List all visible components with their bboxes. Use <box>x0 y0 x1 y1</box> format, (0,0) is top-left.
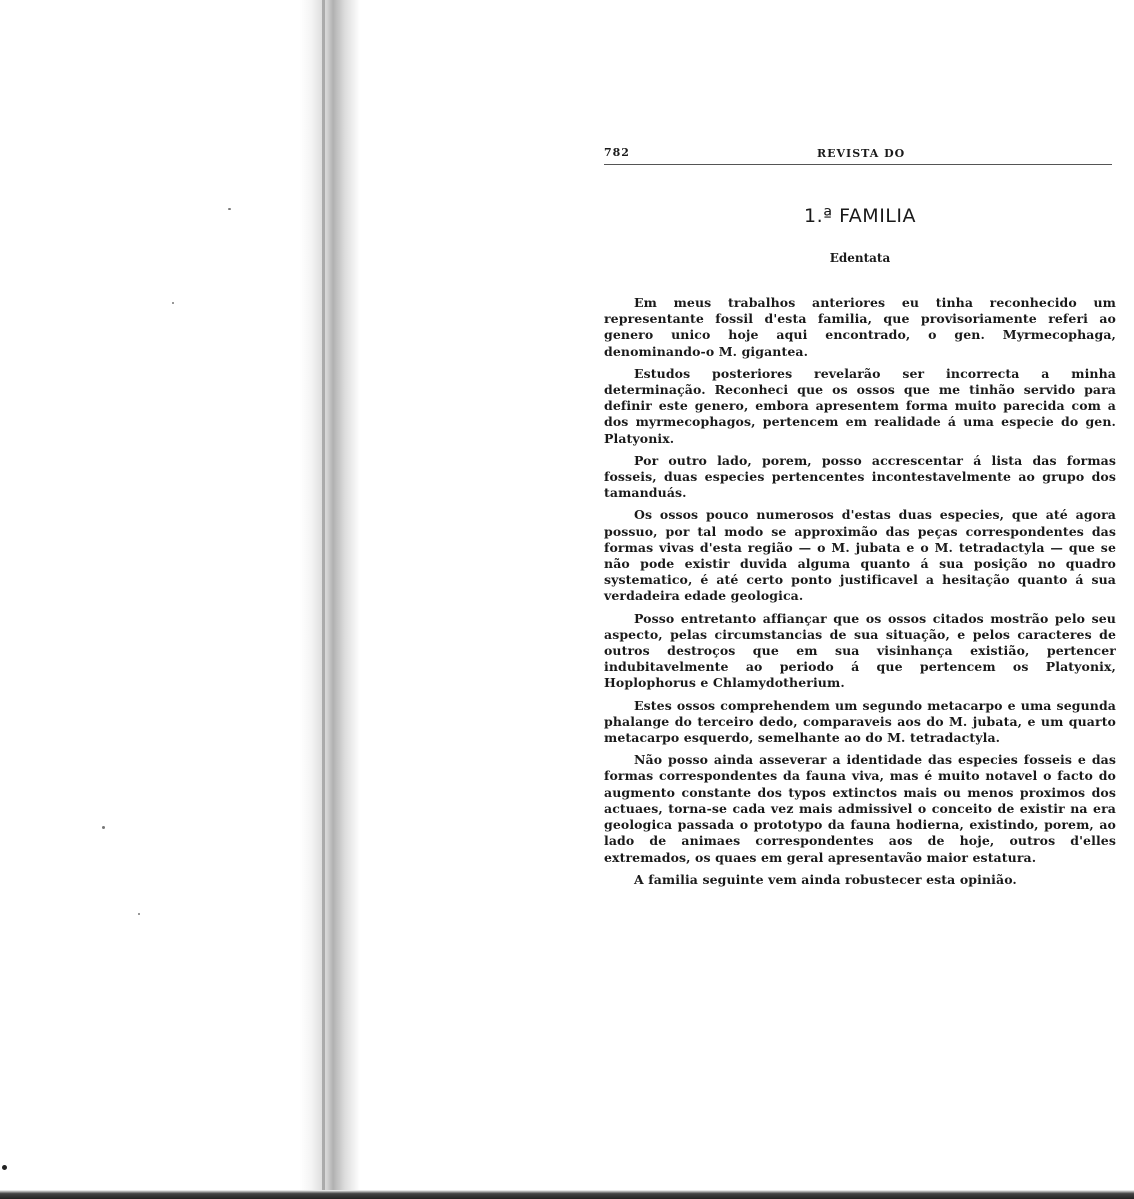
book-spine-shadow <box>300 0 360 1199</box>
section-title: 1.ª FAMILIA <box>804 205 916 227</box>
paper-speck <box>102 826 105 829</box>
paper-speck <box>228 208 231 210</box>
page-bottom-edge <box>0 1190 1134 1199</box>
section-subtitle: Edentata <box>829 251 891 265</box>
running-title: REVISTA DO <box>817 147 906 160</box>
paragraph: Por outro lado, porem, posso accrescentar á lista das formas fosseis, duas especies pertencentes incontestavelmente ao grupo dos tamanduás. <box>604 452 1116 501</box>
body-text <box>604 295 1116 888</box>
paper-speck <box>138 913 140 915</box>
paragraph: Estes ossos comprehendem um segundo metacarpo e uma segunda phalange do terceiro dedo, comparaveis aos do M. jubata, e um quarto metacarpo esquerdo, semelhante ao do M. tetradactyla. <box>604 697 1116 746</box>
paragraph: Não posso ainda asseverar a identidade das especies fosseis e das formas correspondentes da fauna viva, mas é muito notavel o facto do augmento constante dos typos extinctos mais ou menos proximos dos actuaes, torna-se cada vez mais admissivel o conceito de existir na era geologica passada o prototypo da fauna hodierna, existindo, porem, ao lado de animaes correspondentes aos de hoje, outros d'elles extremados, os quaes em geral apresentavão maior estatura. <box>604 752 1116 865</box>
book-page <box>604 140 1116 894</box>
header-rule <box>604 164 1112 165</box>
paragraph: Os ossos pouco numerosos d'estas duas especies, que até agora possuo, por tal modo se approximão das peças correspondentes das formas vivas d'esta região — o M. jubata e o M. tetradactyla — que se não pode existir duvida alguma quanto á sua posição no quadro systematico, é até certo ponto justificavel a hesitação quanto á sua verdadeira edade geologica. <box>604 507 1116 604</box>
paragraph: Posso entretanto affiançar que os ossos citados mostrão pelo seu aspecto, pelas circumstancias de sua situação, e pelos caracteres de outros destroços que em sua visinhança existião, pertencer indubitavelmente ao periodo á que pertencem os Platyonix, Hoplophorus e Chlamydotherium. <box>604 610 1116 691</box>
paper-speck <box>172 302 174 304</box>
paragraph: Em meus trabalhos anteriores eu tinha reconhecido um representante fossil d'esta familia, que provisoriamente referi ao genero unico hoje aqui encontrado, o gen. Myrmecophaga, denominando-o M. gigantea. <box>604 295 1116 359</box>
paragraph: Estudos posteriores revelarão ser incorrecta a minha determinação. Reconheci que os ossos que me tinhão servido para definir este genero, embora apresentem forma muito parecida com a dos myrmecophagos, pertencem em realidade á uma especie do gen. Platyonix. <box>604 365 1116 446</box>
paragraph: A familia seguinte vem ainda robustecer esta opinião. <box>634 871 1017 887</box>
paper-speck <box>2 1165 7 1170</box>
page-number: 782 <box>604 146 630 159</box>
page-header <box>604 140 1116 162</box>
spine-fold-line <box>322 0 325 1199</box>
